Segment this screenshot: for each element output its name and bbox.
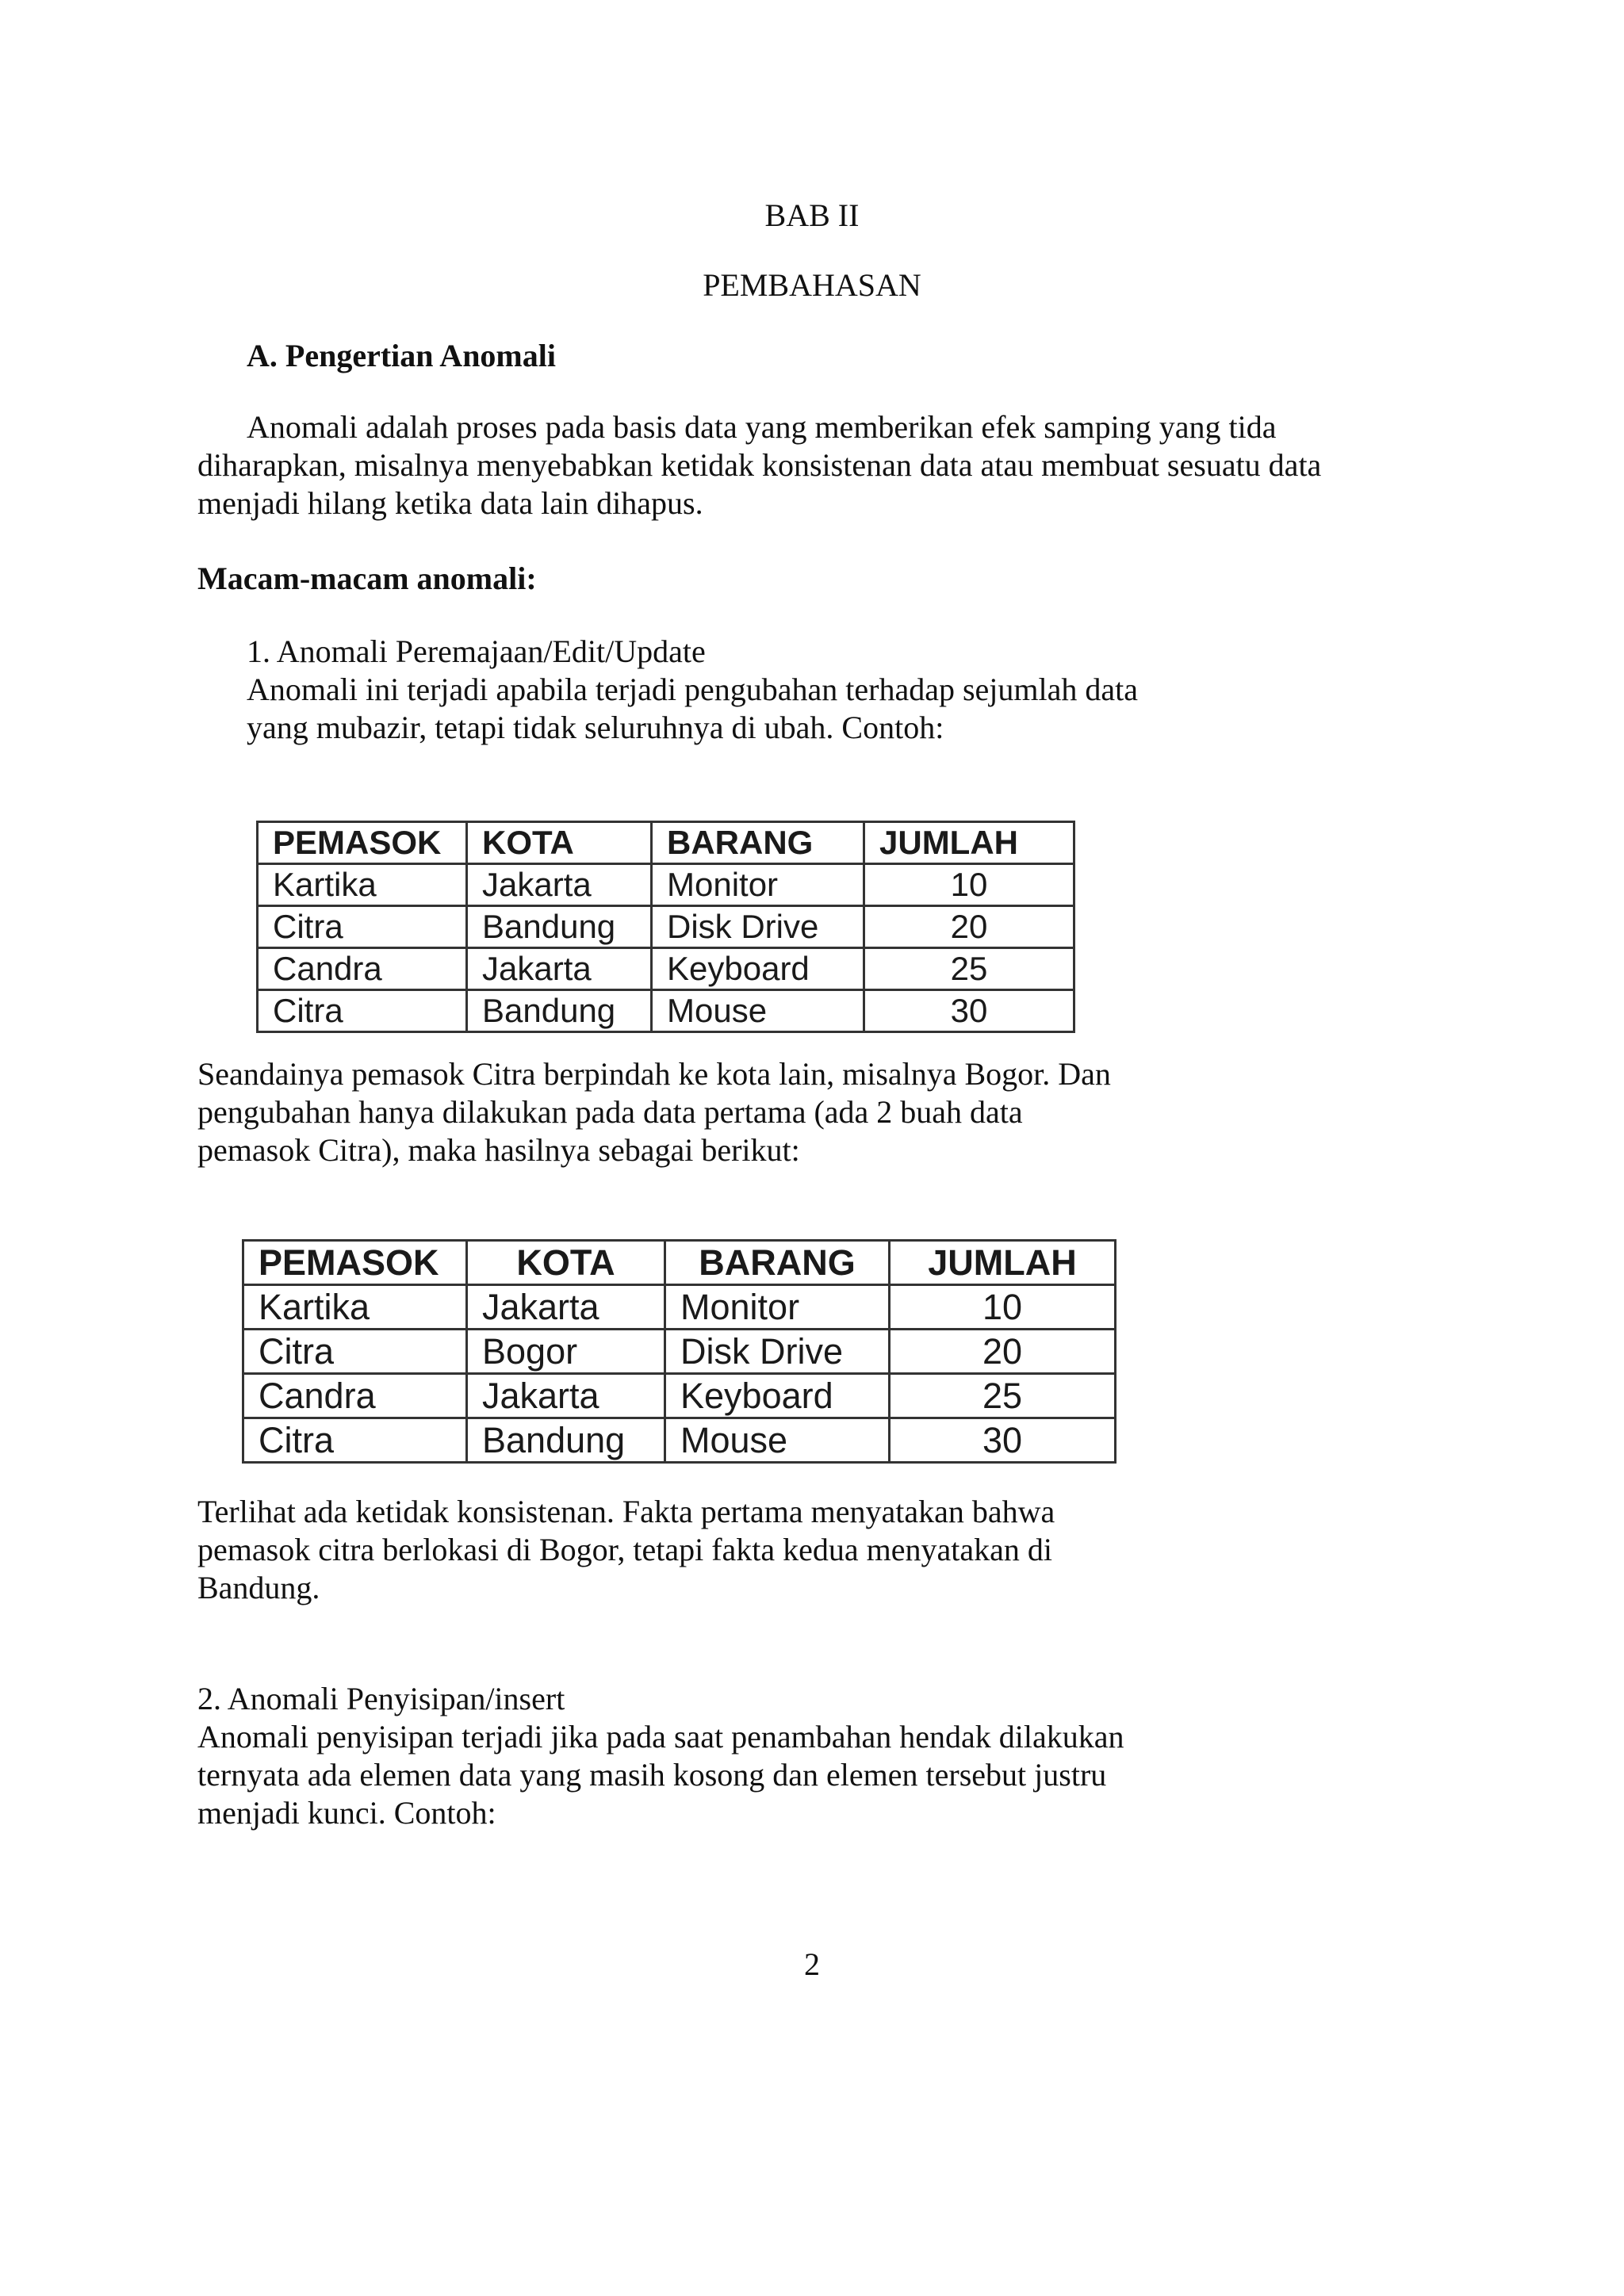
cell-pemasok: Citra: [258, 906, 467, 948]
cell-kota: Bogor: [467, 1330, 665, 1374]
cell-pemasok: Kartika: [258, 864, 467, 906]
cell-jumlah: 30: [864, 990, 1074, 1032]
inconsistency-paragraph: [197, 1493, 1055, 1607]
table-row: [243, 1330, 1116, 1374]
section-heading: A. Pengertian Anomali: [247, 338, 556, 373]
anomaly-update-title: 1. Anomali Peremajaan/Edit/Update: [247, 633, 706, 669]
header-kota: KOTA: [467, 822, 652, 864]
header-pemasok: PEMASOK: [243, 1241, 467, 1285]
cell-kota: Bandung: [467, 990, 652, 1032]
intro-line: diharapkan, misalnya menyebabkan ketidak konsistenan data atau membuat sesuatu data: [197, 447, 1322, 483]
scenario-line: pemasok Citra), maka hasilnya sebagai berikut:: [197, 1132, 800, 1168]
header-barang: BARANG: [652, 822, 864, 864]
chapter-title: PEMBAHASAN: [703, 267, 921, 303]
scenario-line: Seandainya pemasok Citra berpindah ke kota lain, misalnya Bogor. Dan: [197, 1056, 1111, 1092]
cell-jumlah: 10: [864, 864, 1074, 906]
table-row: [243, 1285, 1116, 1330]
table-header-row: [243, 1241, 1116, 1285]
cell-barang: Disk Drive: [652, 906, 864, 948]
cell-pemasok: Citra: [243, 1330, 467, 1374]
anomaly-update-line: yang mubazir, tetapi tidak seluruhnya di ubah. Contoh:: [247, 710, 944, 745]
cell-jumlah: 20: [890, 1330, 1116, 1374]
anomaly-update-line: Anomali ini terjadi apabila terjadi pengubahan terhadap sejumlah data: [247, 672, 1139, 707]
anomaly-insert-line: ternyata ada elemen data yang masih kosong dan elemen tersebut justru: [197, 1757, 1107, 1793]
header-barang: BARANG: [665, 1241, 890, 1285]
page-number: 2: [804, 1946, 820, 1982]
cell-kota: Jakarta: [467, 1285, 665, 1330]
cell-barang: Mouse: [665, 1418, 890, 1463]
anomaly-insert-block: [197, 1680, 1124, 1832]
cell-pemasok: Citra: [243, 1418, 467, 1463]
header-jumlah: JUMLAH: [890, 1241, 1116, 1285]
table-row: [258, 864, 1074, 906]
anomaly-insert-title: 2. Anomali Penyisipan/insert: [197, 1681, 565, 1716]
table-row: [258, 906, 1074, 948]
header-pemasok: PEMASOK: [258, 822, 467, 864]
cell-barang: Monitor: [665, 1285, 890, 1330]
cell-kota: Jakarta: [467, 864, 652, 906]
intro-line: menjadi hilang ketika data lain dihapus.: [197, 485, 703, 521]
cell-kota: Jakarta: [467, 948, 652, 990]
cell-kota: Jakarta: [467, 1374, 665, 1418]
table-row: [243, 1374, 1116, 1418]
cell-pemasok: Citra: [258, 990, 467, 1032]
scenario-paragraph: [197, 1055, 1111, 1169]
cell-pemasok: Candra: [243, 1374, 467, 1418]
cell-jumlah: 20: [864, 906, 1074, 948]
intro-paragraph: [197, 408, 1321, 522]
inconsistency-line: pemasok citra berlokasi di Bogor, tetapi fakta kedua menyatakan di: [197, 1532, 1053, 1567]
types-heading: Macam-macam anomali:: [197, 561, 537, 596]
cell-pemasok: Candra: [258, 948, 467, 990]
intro-line: Anomali adalah proses pada basis data yang memberikan efek samping yang tida: [247, 409, 1277, 445]
inconsistency-line: Terlihat ada ketidak konsistenan. Fakta pertama menyatakan bahwa: [197, 1494, 1055, 1529]
chapter-label: BAB II: [764, 197, 860, 233]
table-after-update: [242, 1239, 1116, 1464]
cell-kota: Bandung: [467, 1418, 665, 1463]
table-row: [258, 948, 1074, 990]
header-jumlah: JUMLAH: [864, 822, 1074, 864]
anomaly-update-block: [247, 633, 1138, 747]
cell-barang: Mouse: [652, 990, 864, 1032]
table-before-update: [256, 821, 1075, 1033]
cell-jumlah: 25: [864, 948, 1074, 990]
anomaly-insert-line: Anomali penyisipan terjadi jika pada saat penambahan hendak dilakukan: [197, 1719, 1124, 1755]
cell-jumlah: 25: [890, 1374, 1116, 1418]
cell-barang: Monitor: [652, 864, 864, 906]
table-row: [243, 1418, 1116, 1463]
cell-jumlah: 10: [890, 1285, 1116, 1330]
scenario-line: pengubahan hanya dilakukan pada data pertama (ada 2 buah data: [197, 1094, 1023, 1130]
table-header-row: [258, 822, 1074, 864]
anomaly-insert-line: menjadi kunci. Contoh:: [197, 1795, 496, 1831]
inconsistency-line: Bandung.: [197, 1570, 320, 1605]
cell-kota: Bandung: [467, 906, 652, 948]
cell-barang: Keyboard: [652, 948, 864, 990]
header-kota: KOTA: [467, 1241, 665, 1285]
cell-jumlah: 30: [890, 1418, 1116, 1463]
cell-barang: Disk Drive: [665, 1330, 890, 1374]
table-row: [258, 990, 1074, 1032]
cell-barang: Keyboard: [665, 1374, 890, 1418]
cell-pemasok: Kartika: [243, 1285, 467, 1330]
